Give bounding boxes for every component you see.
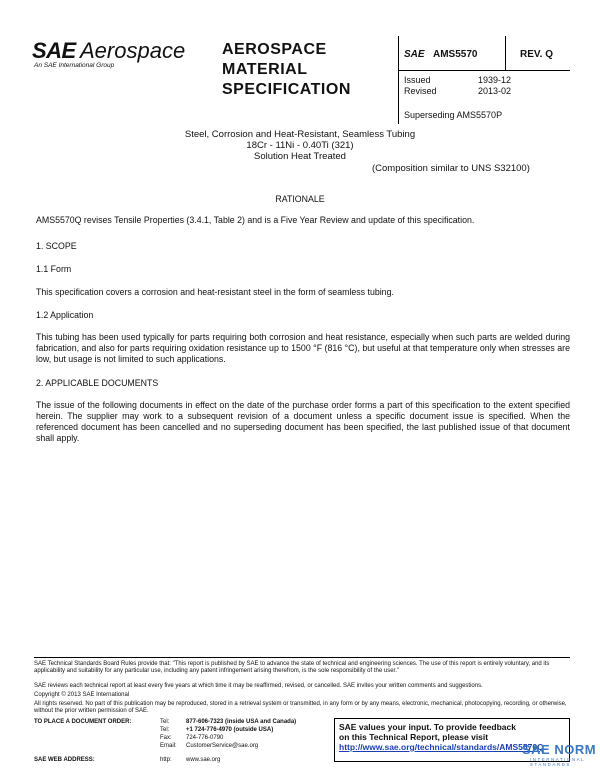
web-sublabel: http: xyxy=(160,757,172,763)
section-1-2-heading: 1.2 Application xyxy=(36,310,94,320)
footer-policy: SAE Technical Standards Board Rules provide that: "This report is published by SAE to advance the state of technical and engineering sciences. The use of this report is entirely voluntary, and its applicability and suitability for any particular use, including any patent infringement arising therefrom, is the sole responsibility of the user." xyxy=(34,661,550,675)
fax-label: Fax: xyxy=(160,735,172,741)
header-divider-left xyxy=(398,36,399,124)
spec-number-block xyxy=(404,49,477,60)
title-line-1: AEROSPACE xyxy=(222,41,327,58)
section-1-heading: 1. SCOPE xyxy=(36,241,77,251)
feedback-line-2: on this Technical Report, please visit xyxy=(339,732,489,742)
rationale-heading: RATIONALE xyxy=(275,194,325,204)
sae-logo-brand: SAE xyxy=(32,38,76,63)
superseding-note: Superseding AMS5570P xyxy=(404,110,503,120)
issued-value: 1939-12 xyxy=(478,75,512,85)
web-label: SAE WEB ADDRESS: xyxy=(34,757,95,763)
web-link[interactable]: www.sae.org xyxy=(186,757,221,763)
header-divider-row xyxy=(398,70,570,71)
tel2-label: Tel: xyxy=(160,727,170,733)
section-2-text: The issue of the following documents in effect on the date of the purchase order forms a part of this specification to the extent specified herein. The supplier may work to a subsequent revision of a document unless a specific document issue is specified. When the referenced document has been cancelled and no superseding document has been specified, the last published issue of that document shall apply. xyxy=(36,400,570,443)
subject-line-3: Solution Heat Treated xyxy=(254,151,346,162)
revision-label: REV. Q xyxy=(520,49,553,60)
section-1-1-text: This specification covers a corrosion and heat-resistant steel in the form of seamless tubing. xyxy=(36,287,394,297)
section-1-1-heading: 1.1 Form xyxy=(36,264,72,274)
title-line-2: MATERIAL xyxy=(222,61,308,78)
order-label: TO PLACE A DOCUMENT ORDER: xyxy=(34,719,132,725)
footer-rule xyxy=(34,657,570,658)
tel-value[interactable]: 877-606-7323 (inside USA and Canada) xyxy=(186,719,297,725)
subject-composition: (Composition similar to UNS S32100) xyxy=(372,163,530,174)
header-divider-rev xyxy=(505,36,506,70)
sae-logo-subtitle: An SAE International Group xyxy=(34,62,115,69)
sae-logo-word: Aerospace xyxy=(80,38,186,63)
tel-label: Tel: xyxy=(160,719,170,725)
footer-copyright: Copyright © 2013 SAE International xyxy=(34,692,130,698)
subject-block xyxy=(120,129,480,162)
email-value[interactable]: CustomerService@sae.org xyxy=(186,743,259,749)
footer-rights: All rights reserved. No part of this publication may be reproduced, stored in a retrieval system or transmitted, in any form or by any means, electronic, mechanical, photocopying, recording, or otherwise, without the prior written permission of SAE. xyxy=(34,701,567,715)
revised-value: 2013-02 xyxy=(478,86,512,96)
tel2-value[interactable]: +1 724-776-4970 (outside USA) xyxy=(186,727,274,733)
title-line-3: SPECIFICATION xyxy=(222,81,351,98)
fax-value: 724-776-0790 xyxy=(186,735,224,741)
revised-label: Revised xyxy=(404,86,437,96)
email-label: Email: xyxy=(160,743,177,749)
issued-label: Issued xyxy=(404,75,431,85)
subject-line-1: Steel, Corrosion and Heat-Resistant, Seamless Tubing xyxy=(184,129,416,140)
feedback-link[interactable]: http://www.sae.org/technical/standards/AMS5570Q xyxy=(339,742,544,752)
spec-brand: SAE xyxy=(404,49,425,60)
watermark-logo: SAE NORM xyxy=(522,742,597,757)
spec-number: AMS5570 xyxy=(432,49,478,60)
rationale-text: AMS5570Q revises Tensile Properties (3.4.1, Table 2) and is a Five Year Review and update of this specification. xyxy=(36,215,475,225)
watermark-subtitle: INTERNATIONAL STANDARDS xyxy=(530,757,586,767)
section-1-2-text: This tubing has been used typically for parts requiring both corrosion and heat resistance, especially when such parts are welded during fabrication, and also for parts requiring oxidation resistance up to 1500 °F (816 °C), but useful at that temperature only when stresses are low, but usage is not limited to such applications. xyxy=(36,332,570,364)
document-type-title xyxy=(222,40,351,100)
feedback-line-1: SAE values your input. To provide feedback xyxy=(339,722,516,732)
subject-line-2: 18Cr - 11Ni - 0.40Ti (321) xyxy=(246,140,354,151)
section-2-heading: 2. APPLICABLE DOCUMENTS xyxy=(36,378,159,388)
footer-review-note: SAE reviews each technical report at least every five years at which time it may be reaffirmed, revised, or cancelled. SAE invites your written comments and suggestions. xyxy=(34,683,483,689)
